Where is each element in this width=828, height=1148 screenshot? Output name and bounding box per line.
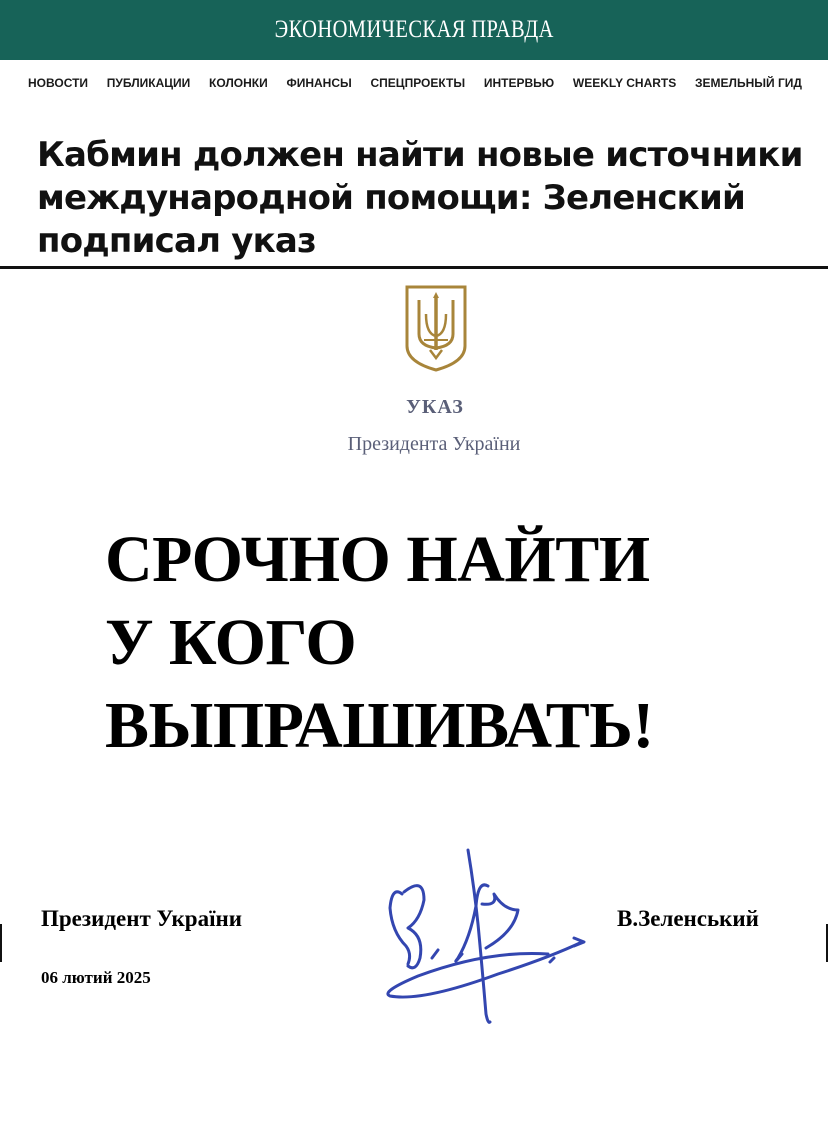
decree-title: УКАЗ (406, 396, 464, 418)
nav-item-publications[interactable]: ПУБЛИКАЦИИ (106, 76, 191, 90)
nav-item-weekly-charts[interactable]: WEEKLY CHARTS (572, 76, 677, 90)
signer-title: Президент України (41, 906, 242, 931)
left-edge-mark (0, 924, 2, 962)
decree-subtitle: Президента України (347, 433, 521, 455)
decree-date: 06 лютий 2025 (41, 968, 151, 987)
nav-item-land-guide[interactable]: ЗЕМЕЛЬНЫЙ ГИД (695, 76, 802, 90)
nav-item-columns[interactable]: КОЛОНКИ (209, 76, 268, 90)
site-header (0, 0, 828, 60)
nav-item-news[interactable]: НОВОСТИ (28, 76, 89, 90)
nav-item-finance[interactable]: ФИНАНСЫ (286, 76, 352, 90)
decree-body-line: ВЫПРАШИВАТЬ! (105, 689, 654, 762)
main-navigation (0, 60, 828, 106)
decree-body-line: СРОЧНО НАЙТИ (105, 523, 650, 596)
nav-item-special-projects[interactable]: СПЕЦПРОЕКТЫ (370, 76, 466, 90)
trident-coat-of-arms-icon (404, 284, 468, 372)
nav-item-interviews[interactable]: ИНТЕРВЬЮ (483, 76, 555, 90)
article-headline: Кабмин должен найти новые источники международной помощи: Зеленский подписал указ (37, 135, 803, 261)
decree-body (105, 518, 805, 767)
headline-divider (0, 266, 828, 269)
decree-body-line: У КОГО (105, 606, 357, 679)
signer-name: В.Зеленський (617, 906, 759, 931)
signature-icon (378, 846, 590, 1030)
site-logo-title[interactable]: ЭКОНОМИЧЕСКАЯ ПРАВДА (274, 16, 554, 43)
